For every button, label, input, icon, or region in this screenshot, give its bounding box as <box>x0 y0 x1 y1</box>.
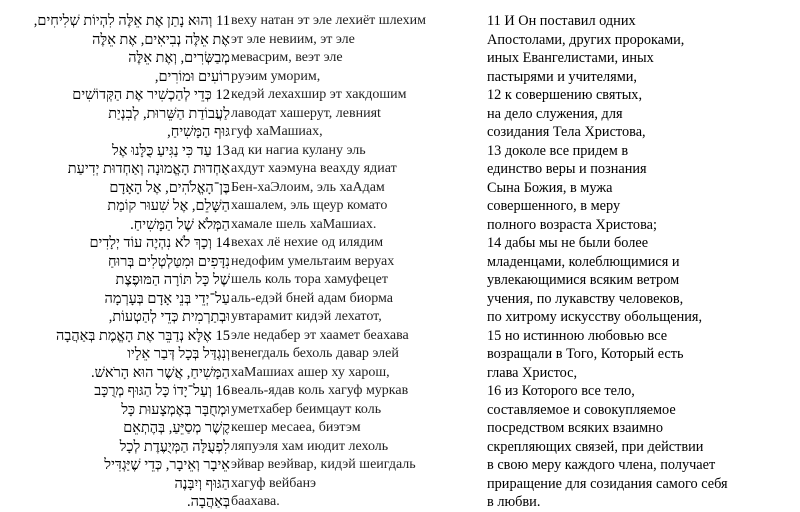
transliteration-line: веху натан эт эле лехиёт шлехим <box>231 13 426 28</box>
transliteration-line: эйвар веэйвар, кидэй шеигдаль <box>231 457 416 472</box>
hebrew-line: בְּאַהֲבָה. <box>187 494 230 510</box>
russian-line: иных Евангелистами, иных <box>487 50 654 66</box>
transliteration-line: эт эле невиим, эт эле <box>231 31 355 47</box>
transliteration-line: лаводат хашерут, левнияt <box>231 105 381 121</box>
transliteration-line: Бен-хаЭлоим, эль хаАдам <box>231 179 385 195</box>
transliteration-line: ляпуэля хам июдит лехоль <box>231 438 389 454</box>
russian-line: пастырями и учителями, <box>487 68 637 85</box>
russian-line: совершенного, в меру <box>487 198 621 214</box>
transliteration-line: мевасрим, веэт эле <box>231 50 343 65</box>
transliteration-line: ад ки нагиа кулану эль <box>231 142 366 158</box>
russian-line: возращали в Того, Который есть <box>487 346 684 362</box>
russian-line: приращение для созидания самого себя <box>487 475 728 492</box>
hebrew-line: בֶּן־הָאֱלֹהִים, אֶל הָאָדָם <box>109 179 230 196</box>
hebrew-line: אַחְדוּת הָאֱמוּנָה וְאַחְדוּת יְדִיעַת <box>67 161 230 177</box>
hebrew-line: 14 וְכָךְ לֹא נִהְיֶה עוֹד יְלָדִים <box>89 235 230 251</box>
russian-line: в любви. <box>487 494 541 510</box>
russian-line: составляемое и совокупляемое <box>487 401 676 418</box>
russian-line: скрепляющих связей, при действии <box>487 438 704 455</box>
hebrew-line: לַעֲבוֹדַת הַשֵּׁרוּת, לְבִנְיַת <box>108 105 230 122</box>
transliteration-line: увтарамит кидэй лехатот, <box>231 309 382 324</box>
hebrew-line: הַמָּשִׁיחַ, אֲשֶׁר הוּא הָרֹאשׁ. <box>91 364 230 381</box>
russian-line: полного возраста Христова; <box>487 216 657 233</box>
transliteration-line: вехах лё нехие од илядим <box>231 235 384 250</box>
transliteration-line: аль-едэй бней адам биорма <box>231 290 393 306</box>
russian-line: созидания Тела Христова, <box>487 124 646 140</box>
russian-line: глава Христос, <box>487 364 578 381</box>
hebrew-line: רוֹעִים וּמוֹרִים, <box>154 68 230 85</box>
transliteration-line: ахдут хаэмуна веахду ядиат <box>231 161 397 176</box>
russian-line: в свою меру каждого члена, получает <box>487 457 716 473</box>
russian-line: Сына Божия, в мужа <box>487 179 613 196</box>
russian-line: по хитрому искусству обольщения, <box>487 309 703 325</box>
russian-line: младенцами, колеблющимися и <box>487 253 680 270</box>
transliteration-line: недофим умельтаим веруах <box>231 253 395 269</box>
hebrew-line: הַמְּלֹא שֶׁל הַמָּשִׁיחַ. <box>130 216 230 233</box>
hebrew-line: וּבְתַרְמִית כְּדֵי לְהַטְעוֹת, <box>108 309 230 325</box>
transliteration-line: венегдаль бехоль давар элей <box>231 346 399 361</box>
hebrew-line: קֶשֶׁר מְסַיֵּעַ, בְּהֶתְאֵם <box>123 420 230 436</box>
russian-line: 11 И Он поставил одних <box>487 13 636 29</box>
russian-text-column <box>487 12 787 512</box>
hebrew-line: 16 וְעַל־יָדוֹ כָּל הַגּוּף מְרֻכָּב <box>94 383 230 399</box>
hebrew-line: 13 עַד כִּי נַגִּיעַ כֻּלָּנוּ אֶל <box>112 142 230 159</box>
russian-line: 16 из Которого все тело, <box>487 383 635 399</box>
russian-line: 13 доколе все придем в <box>487 142 629 159</box>
transliteration-line: хаМашиах ашер ху харош, <box>231 364 390 380</box>
transliteration-line: гуф хаМашиах, <box>231 124 323 139</box>
hebrew-line: 11 וְהוּא נָתַן אֶת אֵלֶּה לִהְיוֹת שְׁלִיחִים, <box>33 13 230 29</box>
russian-line: 14 дабы мы не были более <box>487 235 649 251</box>
russian-line: единство веры и познания <box>487 161 647 177</box>
hebrew-line: וְנִגְדַּל בְּכָל דְּבַר אֵלָיו <box>127 346 230 362</box>
transliteration-line: эле недабер эт хаамет беахава <box>231 327 409 343</box>
transliteration-line: веаль-ядав коль хагуф муркав <box>231 383 409 398</box>
transliteration-line: баахава. <box>231 494 280 509</box>
russian-line: 12 к совершению святых, <box>487 87 643 103</box>
hebrew-line: עַל־יְדֵי בְּנֵי אָדָם בְּעָרְמָה <box>104 290 230 307</box>
hebrew-line: הַשָּׁלֵם, אֶל שִׁעוּר קוֹמַת <box>107 198 230 214</box>
russian-line: 15 но истинною любовью все <box>487 327 668 344</box>
russian-line: посредством всяких взаимно <box>487 420 663 436</box>
transliteration-line: хамале шель хаМашиах. <box>231 216 377 232</box>
hebrew-line: אֵיבָר וְאֵיבָר, כְּדֵי שֶׁיַּגְדִּיל <box>104 457 230 473</box>
transliteration-text-column <box>231 12 471 512</box>
transliteration-line: кедэй лехахшир эт хакдошим <box>231 87 407 102</box>
hebrew-line: וּמְחֻבָּר בְּאֶמְצָעוּת כָּל <box>121 401 230 418</box>
hebrew-line: אֶת אֵלֶּה נְבִיאִים, אֶת אֵלֶּה <box>92 31 230 48</box>
hebrew-line: לִפְעֻלָּה הַמְּיֻעֶדֶת לְכָל <box>119 438 230 455</box>
transliteration-line: шель коль тора хамуфецет <box>231 272 388 287</box>
transliteration-line: уметхабер беимцаут коль <box>231 401 382 417</box>
transliteration-line: хашалем, эль щеур комато <box>231 198 388 213</box>
russian-line: увлекающимися всяким ветром <box>487 272 680 288</box>
hebrew-line: מְבַשְּׂרִים, וְאֶת אֵלֶּה <box>128 50 230 66</box>
hebrew-line: 15 אֶלָּא נְדַבֵּר אֶת הָאֱמֶת בְּאַהֲבָה <box>56 327 230 344</box>
russian-line: учения, по лукавству человеков, <box>487 290 684 307</box>
hebrew-line: 12 כְּדֵי לְהַכְשִׁיר אֶת הַקְּדוֹשִׁים <box>72 87 230 103</box>
hebrew-text-column <box>8 12 230 512</box>
transliteration-line: хагуф вейбанэ <box>231 475 317 491</box>
russian-line: Апостолами, других пророками, <box>487 31 685 48</box>
hebrew-line: שֶׁל כָּל תּוֹרָה הַמּוּפֶצֶת <box>115 272 230 288</box>
hebrew-line: הַגּוּף וְיִבָּנֶה <box>174 475 230 492</box>
russian-line: на дело служения, для <box>487 105 623 122</box>
hebrew-line: גּוּף הַמָּשִׁיחַ, <box>167 124 230 140</box>
transliteration-line: руэим уморим, <box>231 68 321 84</box>
transliteration-line: кешер месаеа, биэтэм <box>231 420 361 435</box>
hebrew-line: נִדָּפִים וּמִטַּלְטְלִים בְּרוּחַ <box>107 253 230 270</box>
